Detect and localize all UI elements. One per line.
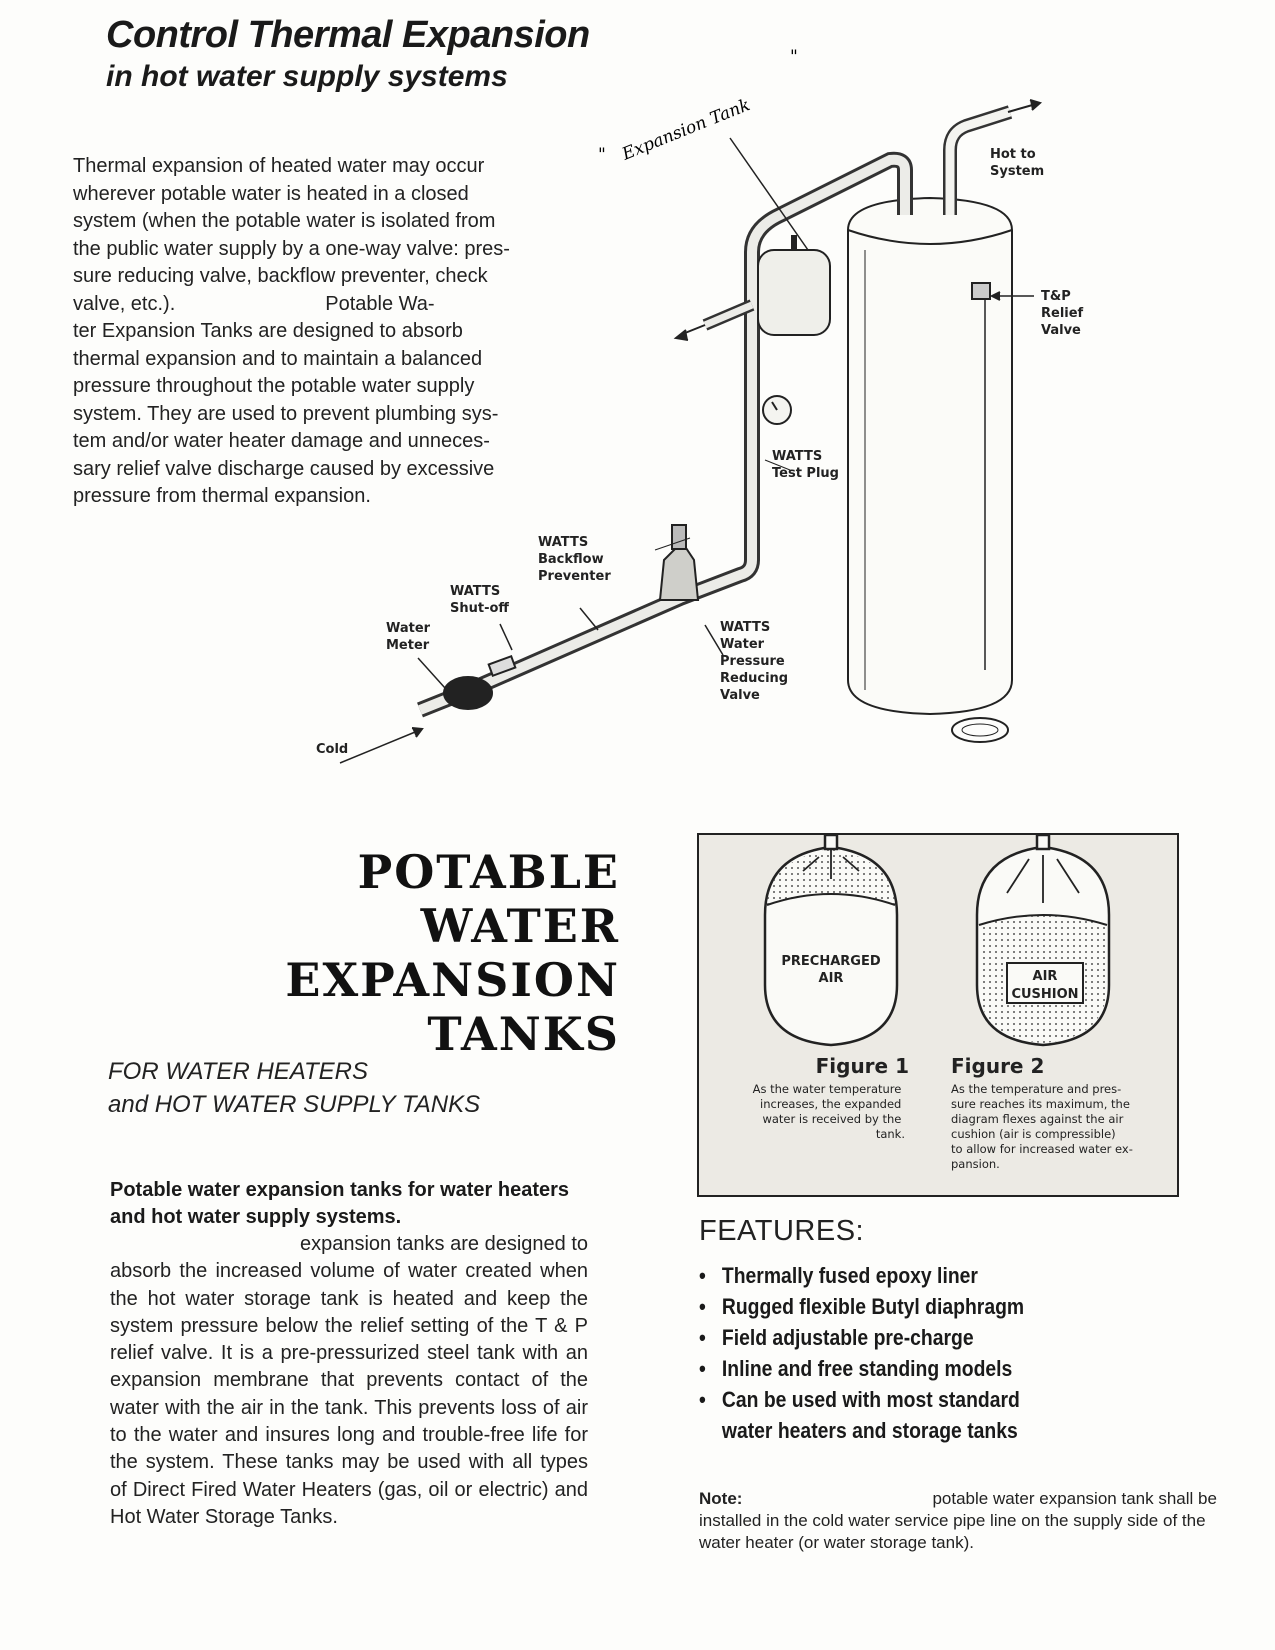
page-title: Control Thermal Expansion (106, 14, 590, 56)
subheading-line: FOR WATER HEATERS (108, 1058, 369, 1085)
page-subtitle: in hot water supply systems (106, 60, 508, 93)
figure-illustrations (699, 835, 1177, 1195)
handwritten-quote: " (790, 47, 798, 67)
intro-line: wherever potable water is heated in a closed (73, 182, 469, 205)
label-water-meter: Water Meter (386, 621, 431, 653)
intro-line: sure reducing valve, backflow preventer, check (73, 265, 488, 287)
intro-line: tem and/or water heater damage and unneces- (73, 430, 490, 452)
product-title-line: TANKS (427, 1007, 620, 1061)
figure2-caption: As the temperature and pres- sure reaches its maximum, the diagram flexes against the air cushion (air is compressible) to allow for increased water ex- pansion. (951, 1082, 1133, 1171)
feature-item-continued: water heaters and storage tanks (721, 1418, 1018, 1443)
label-backflow: WATTS Backflow Preventer (538, 535, 611, 584)
cold-inlet-pipe (420, 160, 905, 710)
intro-line: ter Expansion Tanks are designed to absorb (73, 320, 463, 342)
features-heading: FEATURES: (699, 1215, 865, 1247)
label-pressure-valve: WATTS Water Pressure Reducing Valve (720, 620, 789, 703)
drain-grate (952, 718, 1008, 742)
label-cold: Cold (316, 742, 349, 757)
bullet-icon: • (699, 1325, 706, 1350)
intro-line: Thermal expansion of heated water may occur (73, 155, 485, 177)
intro-line: pressure throughout the potable water supply (73, 375, 475, 397)
intro-line: pressure from thermal expansion. (73, 485, 371, 507)
handwritten-annotation (598, 47, 798, 165)
handwritten-quote: " (598, 145, 606, 165)
install-note (699, 1488, 1219, 1554)
pressure-reducing-valve (660, 548, 698, 600)
body-text (110, 1231, 588, 1531)
bullet-icon: • (699, 1356, 706, 1381)
body-heading: Potable water expansion tanks for water heaters and hot water supply systems. (110, 1179, 570, 1228)
tp-relief-valve (972, 283, 990, 299)
figure-box (697, 833, 1179, 1197)
plumbing-diagram (0, 0, 1275, 800)
figure2-title: Figure 2 (951, 1054, 1045, 1078)
handwritten-expansion-tank: Expansion Tank (619, 95, 754, 165)
water-heater-tank (848, 198, 1012, 714)
note-text-rest: shall be installed in the cold water service pipe line on the supply side of the water heater (or water storage tank). (699, 1489, 1217, 1552)
features-list (699, 1260, 1192, 1446)
label-hot-to-system: Hot to System (990, 147, 1045, 179)
product-title-line: POTABLE (357, 845, 620, 899)
feature-item: • Inline and free standing models (699, 1353, 1192, 1384)
label-shutoff: WATTS Shut-off (450, 584, 509, 616)
figure1-title: Figure 1 (815, 1054, 909, 1078)
bullet-icon: • (699, 1387, 706, 1412)
bullet-icon: • (699, 1294, 706, 1319)
feature-item: • Can be used with most standard (699, 1384, 1192, 1415)
expansion-tank (758, 250, 830, 335)
water-meter (444, 677, 492, 709)
figure1-caption: As the water temperature increases, the expanded water is received by the tank. (752, 1082, 905, 1141)
body-text-content: expansion tanks are designed to absorb the increased volume of water created when the hot water storage tank is heated and keep the system pressure below the relief setting of the T & P relief valve. It is a pre-pressurized steel tank with an expansion membrane that prevents contact of the water with the air in the tank. This prevents loss of air to the water and insures long and trouble-free life for the system. These tanks may be used with all types of Direct Fired Water Heaters (gas, oil or electric) and Hot Water Storage Tanks. (110, 1233, 588, 1528)
subheading-line: and HOT WATER SUPPLY TANKS (108, 1091, 481, 1118)
bullet-icon: • (699, 1263, 706, 1288)
intro-line: system. They are used to prevent plumbing sys- (73, 402, 499, 425)
intro-line: the public water supply by a one-way valve: pres- (73, 237, 510, 260)
product-title-line: WATER (420, 899, 620, 953)
figure2-label: AIR CUSHION (1011, 969, 1079, 1002)
label-test-plug: WATTS Test Plug (772, 449, 839, 481)
note-label: Note: (699, 1489, 743, 1508)
label-tp-relief: T&P Relief Valve (1041, 289, 1084, 338)
intro-line: valve, etc.). Potable Wa- (73, 292, 435, 315)
product-subheading (108, 1055, 480, 1121)
feature-item: • Rugged flexible Butyl diaphragm (699, 1291, 1192, 1322)
intro-line: system (when the potable water is isolated from (73, 210, 496, 232)
feature-item: • Field adjustable pre-charge (699, 1322, 1192, 1353)
feature-item: • Thermally fused epoxy liner (699, 1260, 1192, 1291)
note-text-start: potable water expansion tank (932, 1489, 1154, 1508)
figure1-label: PRECHARGED AIR (781, 954, 881, 986)
intro-line: thermal expansion and to maintain a balanced (73, 347, 483, 370)
intro-line: sary relief valve discharge caused by excessive (73, 457, 495, 480)
product-title-line: EXPANSION (285, 953, 620, 1007)
product-title (285, 845, 620, 1061)
